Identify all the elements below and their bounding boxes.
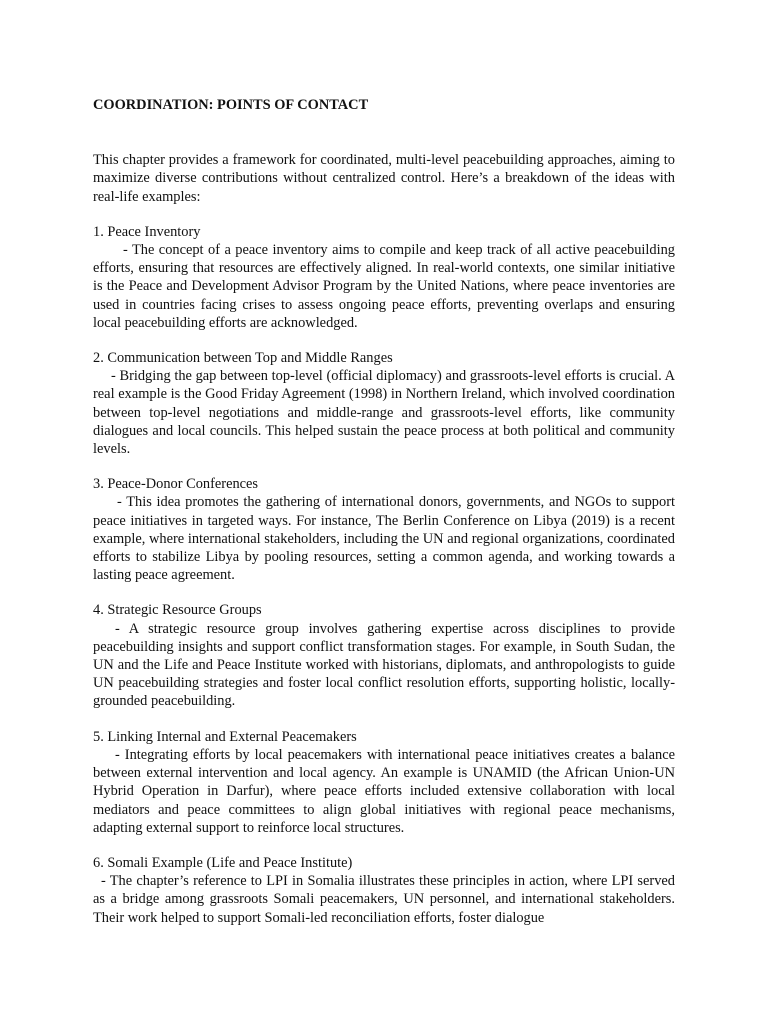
section-somali-example [93, 854, 675, 927]
section-strategic-resource-groups [93, 601, 675, 710]
section-body: - This idea promotes the gathering of international donors, governments, and NGOs to support peace initiatives in targeted ways. For instance, The Berlin Conference on Libya (2019) is a recent example, where international stakeholders, including the UN and regional organizations, coordinated efforts to stabilize Libya by pooling resources, setting a common agenda, and working towards a lasting peace agreement. [93, 494, 675, 584]
section-heading: 5. Linking Internal and External Peacemakers [93, 728, 357, 745]
intro-paragraph: This chapter provides a framework for coordinated, multi-level peacebuilding approaches, aiming to maximize diverse contributions without centralized control. Here’s a breakdown of the ideas with real-life examples: [93, 152, 675, 205]
section-body: - Bridging the gap between top-level (official diplomacy) and grassroots-level efforts is crucial. A real example is the Good Friday Agreement (1998) in Northern Ireland, which involved coordination between top-level negotiations and middle-range and grassroots-level efforts, like community dialogues and local councils. This helped sustain the peace process at both political and community levels. [93, 368, 675, 458]
section-heading: 1. Peace Inventory [93, 223, 201, 240]
section-body: - The chapter’s reference to LPI in Somalia illustrates these principles in action, where LPI served as a bridge among grassroots Somali peacemakers, UN personnel, and international stakeholders. Their work helped to support Somali-led reconciliation efforts, foster dialogue [93, 873, 675, 926]
section-heading: 4. Strategic Resource Groups [93, 602, 262, 619]
section-body: - A strategic resource group involves gathering expertise across disciplines to provide peacebuilding insights and support conflict transformation stages. For example, in South Sudan, the UN and the Life and Peace Institute worked with historians, diplomats, and anthropologists to guide UN peacebuilding strategies and foster local conflict resolution efforts, supporting holistic, locally-grounded peacebuilding. [93, 620, 675, 710]
section-peace-inventory [93, 223, 675, 332]
section-body: - Integrating efforts by local peacemakers with international peace initiatives creates a balance between external intervention and local agency. An example is UNAMID (the African Union-UN Hybrid Operation in Darfur), where peace efforts included extensive collaboration with local mediators and peace committees to align global initiatives with regional peace mechanisms, adapting external support to reinforce local structures. [93, 746, 675, 836]
document-page [93, 96, 675, 944]
section-heading: 3. Peace-Donor Conferences [93, 476, 259, 493]
section-heading: 6. Somali Example (Life and Peace Institute) [93, 854, 353, 871]
section-peace-donor-conferences [93, 475, 675, 584]
section-body: - The concept of a peace inventory aims to compile and keep track of all active peacebuilding efforts, ensuring that resources are effectively aligned. In real-world contexts, one similar initiative is the Peace and Development Advisor Program by the United Nations, where peace inventories are used in countries facing crises to assess ongoing peace efforts, preventing overlaps and ensuring local peacebuilding efforts are acknowledged. [93, 242, 675, 331]
document-title: COORDINATION: POINTS OF CONTACT [93, 97, 369, 113]
section-communication [93, 349, 675, 458]
section-heading: 2. Communication between Top and Middle Ranges [93, 350, 393, 367]
section-linking-peacemakers [93, 728, 675, 837]
